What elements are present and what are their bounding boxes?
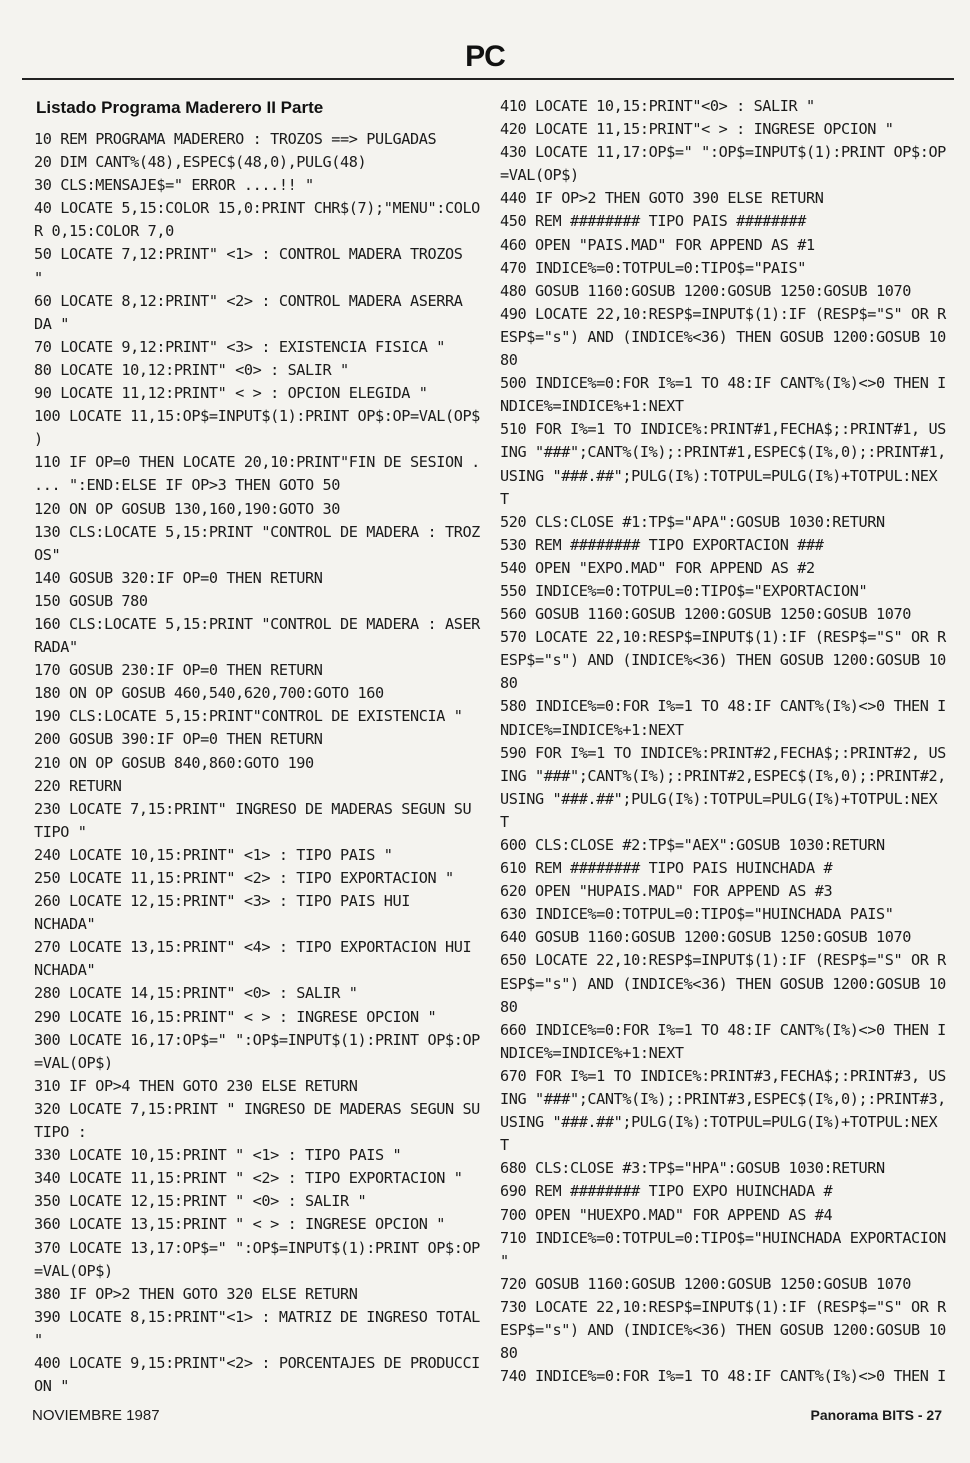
code-line: 200 GOSUB 390:IF OP=0 THEN RETURN (34, 730, 323, 749)
code-line: 560 GOSUB 1160:GOSUB 1200:GOSUB 1250:GOSUB 1070 (500, 605, 911, 624)
code-line: 590 FOR I%=1 TO INDICE%:PRINT#2,FECHA$;:PRINT#2, US (500, 743, 946, 762)
code-line: 250 LOCATE 11,15:PRINT" <2> : TIPO EXPORTACION " (34, 869, 454, 887)
code-line: 220 RETURN (34, 776, 122, 795)
code-line: USING "###.##";PULG(I%):TOTPUL=PULG(I%)+TOTPUL:NEX (500, 789, 938, 808)
code-line: 660 INDICE%=0:FOR I%=1 TO 48:IF CANT%(I%)<>0 THEN I (500, 1020, 946, 1039)
code-line: 120 ON OP GOSUB 130,160,190:GOTO 30 (34, 499, 341, 518)
code-line: 620 OPEN "HUPAIS.MAD" FOR APPEND AS #3 (500, 882, 833, 901)
listing-title: Listado Programa Maderero II Parte (36, 98, 324, 117)
section-header: PC (465, 40, 505, 73)
code-line: 670 FOR I%=1 TO INDICE%:PRINT#3,FECHA$;:PRINT#3, US (500, 1066, 946, 1085)
code-line: ... ":END:ELSE IF OP>3 THEN GOTO 50 (34, 476, 341, 495)
code-line: 570 LOCATE 22,10:RESP$=INPUT$(1):IF (RESP$="S" OR R (500, 628, 946, 647)
code-line: 210 ON OP GOSUB 840,860:GOTO 190 (34, 753, 314, 772)
code-line: 360 LOCATE 13,15:PRINT " < > : INGRESE OPCION " (34, 1215, 445, 1234)
code-line: 190 CLS:LOCATE 5,15:PRINT"CONTROL DE EXISTENCIA " (34, 707, 463, 726)
code-line: 650 LOCATE 22,10:RESP$=INPUT$(1):IF (RESP$="S" OR R (500, 951, 946, 970)
code-line: 230 LOCATE 7,15:PRINT" INGRESO DE MADERAS SEGUN SU (34, 799, 472, 818)
code-line: TIPO : (34, 1123, 87, 1142)
code-line: 550 INDICE%=0:TOTPUL=0:TIPO$="EXPORTACION" (500, 581, 868, 600)
code-line: 100 LOCATE 11,15:OP$=INPUT$(1):PRINT OP$:OP=VAL(OP$ (34, 407, 480, 426)
code-line: 440 IF OP>2 THEN GOTO 390 ELSE RETURN (500, 189, 824, 208)
code-line: R 0,15:COLOR 7,0 (34, 222, 174, 241)
code-line: 430 LOCATE 11,17:OP$=" ":OP$=INPUT$(1):PRINT OP$:OP (500, 143, 946, 162)
code-line: 70 LOCATE 9,12:PRINT" <3> : EXISTENCIA FISICA " (34, 337, 445, 356)
code-line: " (34, 268, 43, 287)
code-line: 370 LOCATE 13,17:OP$=" ":OP$=INPUT$(1):PRINT OP$:OP (34, 1238, 480, 1257)
code-line: ESP$="s") AND (INDICE%<36) THEN GOSUB 1200:GOSUB 10 (500, 651, 946, 670)
code-line: " (34, 1330, 43, 1349)
code-line: 740 INDICE%=0:FOR I%=1 TO 48:IF CANT%(I%)<>0 THEN I (500, 1367, 946, 1386)
code-line: =VAL(OP$) (34, 1053, 113, 1072)
code-line: NCHADA" (34, 961, 96, 980)
footer-page-number: Panorama BITS - 27 (810, 1407, 942, 1423)
code-line: 130 CLS:LOCATE 5,15:PRINT "CONTROL DE MADERA : TROZ (34, 522, 480, 541)
code-line: 60 LOCATE 8,12:PRINT" <2> : CONTROL MADERA ASERRA (34, 291, 463, 310)
code-line: RADA" (34, 638, 78, 657)
code-line: ING "###";CANT%(I%);:PRINT#1,ESPEC$(I%,0);:PRINT#1, (500, 443, 946, 462)
code-line: 310 IF OP>4 THEN GOTO 230 ELSE RETURN (34, 1076, 358, 1095)
code-line: " (500, 1251, 509, 1270)
code-column-right (500, 95, 946, 1388)
code-line: 260 LOCATE 12,15:PRINT" <3> : TIPO PAIS HUI (34, 892, 410, 911)
code-line: 380 IF OP>2 THEN GOTO 320 ELSE RETURN (34, 1284, 358, 1303)
code-line: 350 LOCATE 12,15:PRINT " <0> : SALIR " (34, 1192, 367, 1211)
code-line: T (500, 812, 509, 831)
code-line: OS" (34, 545, 61, 564)
code-line: 720 GOSUB 1160:GOSUB 1200:GOSUB 1250:GOSUB 1070 (500, 1274, 911, 1293)
code-line: 580 INDICE%=0:FOR I%=1 TO 48:IF CANT%(I%)<>0 THEN I (500, 697, 946, 716)
code-line: 270 LOCATE 13,15:PRINT" <4> : TIPO EXPORTACION HUI (34, 938, 472, 957)
footer-date: NOVIEMBRE 1987 (32, 1407, 160, 1424)
code-line: 710 INDICE%=0:TOTPUL=0:TIPO$="HUINCHADA EXPORTACION (500, 1228, 946, 1247)
code-line: 50 LOCATE 7,12:PRINT" <1> : CONTROL MADERA TROZOS (34, 245, 463, 264)
code-line: 80 (500, 1344, 518, 1363)
code-line: 520 CLS:CLOSE #1:TP$="APA":GOSUB 1030:RETURN (500, 512, 885, 531)
code-line: 490 LOCATE 22,10:RESP$=INPUT$(1):IF (RESP$="S" OR R (500, 304, 946, 323)
code-line: NDICE%=INDICE%+1:NEXT (500, 720, 684, 739)
code-line: 400 LOCATE 9,15:PRINT"<2> : PORCENTAJES DE PRODUCCI (34, 1353, 480, 1372)
code-line: 460 OPEN "PAIS.MAD" FOR APPEND AS #1 (500, 235, 815, 254)
code-line: 420 LOCATE 11,15:PRINT"< > : INGRESE OPCION " (500, 120, 894, 139)
code-line: 110 IF OP=0 THEN LOCATE 20,10:PRINT"FIN DE SESION . (34, 453, 480, 472)
code-line: 170 GOSUB 230:IF OP=0 THEN RETURN (34, 661, 323, 680)
code-line: ING "###";CANT%(I%);:PRINT#3,ESPEC$(I%,0);:PRINT#3, (500, 1090, 946, 1109)
code-line: T (500, 489, 509, 508)
code-line: TIPO " (34, 822, 87, 841)
code-line: ) (34, 430, 43, 449)
code-line: USING "###.##";PULG(I%):TOTPUL=PULG(I%)+TOTPUL:NEX (500, 1113, 938, 1132)
code-line: =VAL(OP$) (34, 1261, 113, 1280)
code-line: 470 INDICE%=0:TOTPUL=0:TIPO$="PAIS" (500, 258, 807, 277)
code-line: ESP$="s") AND (INDICE%<36) THEN GOSUB 1200:GOSUB 10 (500, 327, 946, 346)
code-line: 20 DIM CANT%(48),ESPEC$(48,0),PULG(48) (34, 153, 367, 172)
code-line: 630 INDICE%=0:TOTPUL=0:TIPO$="HUINCHADA PAIS" (500, 905, 894, 924)
code-line: 730 LOCATE 22,10:RESP$=INPUT$(1):IF (RESP$="S" OR R (500, 1297, 946, 1316)
code-line: 140 GOSUB 320:IF OP=0 THEN RETURN (34, 568, 323, 587)
code-line: NDICE%=INDICE%+1:NEXT (500, 1043, 684, 1062)
code-line: 450 REM ######## TIPO PAIS ######## (500, 212, 807, 231)
code-line: 640 GOSUB 1160:GOSUB 1200:GOSUB 1250:GOSUB 1070 (500, 928, 911, 947)
code-line: 10 REM PROGRAMA MADERERO : TROZOS ==> PULGADAS (34, 130, 437, 148)
code-line: 540 OPEN "EXPO.MAD" FOR APPEND AS #2 (500, 558, 815, 577)
code-line: 300 LOCATE 16,17:OP$=" ":OP$=INPUT$(1):PRINT OP$:OP (34, 1030, 480, 1049)
code-line: T (500, 1136, 509, 1155)
code-line: 330 LOCATE 10,15:PRINT " <1> : TIPO PAIS " (34, 1146, 402, 1165)
code-line: 290 LOCATE 16,15:PRINT" < > : INGRESE OPCION " (34, 1007, 437, 1026)
code-line: 40 LOCATE 5,15:COLOR 15,0:PRINT CHR$(7);"MENU":COLO (34, 199, 480, 218)
code-line: USING "###.##";PULG(I%):TOTPUL=PULG(I%)+TOTPUL:NEX (500, 466, 938, 485)
code-line: 340 LOCATE 11,15:PRINT " <2> : TIPO EXPORTACION " (34, 1169, 463, 1188)
code-line: 610 REM ######## TIPO PAIS HUINCHADA # (500, 859, 833, 878)
code-line: DA " (34, 314, 69, 333)
code-line: 80 (500, 351, 518, 370)
code-line: 600 CLS:CLOSE #2:TP$="AEX":GOSUB 1030:RETURN (500, 836, 885, 854)
code-line: 320 LOCATE 7,15:PRINT " INGRESO DE MADERAS SEGUN SU (34, 1099, 480, 1118)
code-line: 500 INDICE%=0:FOR I%=1 TO 48:IF CANT%(I%)<>0 THEN I (500, 374, 946, 393)
code-column-left (34, 128, 480, 1398)
code-line: ESP$="s") AND (INDICE%<36) THEN GOSUB 1200:GOSUB 10 (500, 1320, 946, 1339)
code-line: ING "###";CANT%(I%);:PRINT#2,ESPEC$(I%,0);:PRINT#2, (500, 766, 946, 785)
code-line: 480 GOSUB 1160:GOSUB 1200:GOSUB 1250:GOSUB 1070 (500, 281, 911, 300)
code-line: 510 FOR I%=1 TO INDICE%:PRINT#1,FECHA$;:PRINT#1, US (500, 420, 946, 439)
code-line: 180 ON OP GOSUB 460,540,620,700:GOTO 160 (34, 684, 384, 703)
code-line: 240 LOCATE 10,15:PRINT" <1> : TIPO PAIS " (34, 845, 393, 864)
code-line: 680 CLS:CLOSE #3:TP$="HPA":GOSUB 1030:RETURN (500, 1159, 885, 1178)
code-line: 80 (500, 674, 518, 693)
code-line: 390 LOCATE 8,15:PRINT"<1> : MATRIZ DE INGRESO TOTAL (34, 1307, 480, 1326)
code-line: 280 LOCATE 14,15:PRINT" <0> : SALIR " (34, 984, 358, 1003)
code-line: 80 LOCATE 10,12:PRINT" <0> : SALIR " (34, 360, 349, 379)
code-line: 690 REM ######## TIPO EXPO HUINCHADA # (500, 1182, 833, 1201)
code-line: NCHADA" (34, 915, 96, 934)
code-line: 700 OPEN "HUEXPO.MAD" FOR APPEND AS #4 (500, 1205, 833, 1224)
code-line: 410 LOCATE 10,15:PRINT"<0> : SALIR " (500, 97, 815, 115)
code-line: 90 LOCATE 11,12:PRINT" < > : OPCION ELEGIDA " (34, 384, 428, 403)
code-line: =VAL(OP$) (500, 166, 579, 185)
code-line: 30 CLS:MENSAJE$=" ERROR ....!! " (34, 176, 314, 195)
code-line: NDICE%=INDICE%+1:NEXT (500, 397, 684, 416)
code-line: 530 REM ######## TIPO EXPORTACION ### (500, 535, 824, 554)
code-line: 80 (500, 997, 518, 1016)
code-line: 150 GOSUB 780 (34, 591, 148, 610)
code-line: 160 CLS:LOCATE 5,15:PRINT "CONTROL DE MADERA : ASER (34, 614, 480, 633)
code-line: ON " (34, 1377, 69, 1396)
code-line: ESP$="s") AND (INDICE%<36) THEN GOSUB 1200:GOSUB 10 (500, 974, 946, 993)
header-divider (22, 78, 954, 80)
